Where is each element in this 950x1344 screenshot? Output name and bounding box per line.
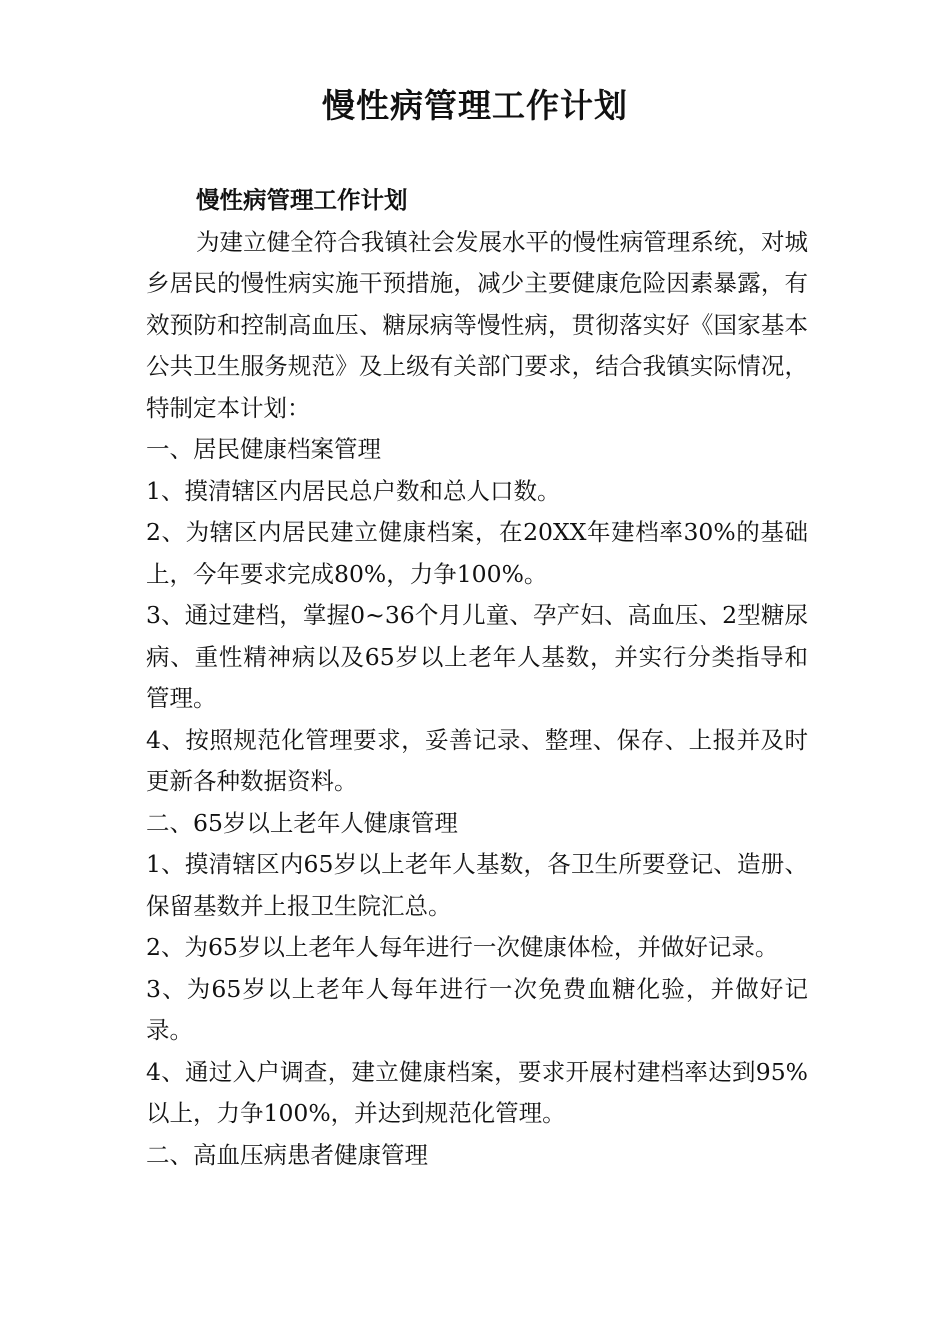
list-item: 4、按照规范化管理要求，妥善记录、整理、保存、上报并及时更新各种数据资料。 [146, 725, 808, 795]
section-heading-3: 二、高血压病患者健康管理 [146, 1140, 428, 1169]
list-item: 2、为辖区内居民建立健康档案，在20XX年建档率30%的基础上，今年要求完成80%，力争100%。 [146, 518, 808, 588]
list-item: 3、通过建档，掌握0~36个月儿童、孕产妇、高血压、2型糖尿病、重性精神病以及65岁以上老年人基数，并实行分类指导和管理。 [146, 601, 808, 712]
document-body [146, 180, 808, 1176]
section-heading-1: 一、居民健康档案管理 [146, 435, 381, 463]
section-heading-2: 二、65岁以上老年人健康管理 [146, 808, 458, 837]
list-item: 2、为65岁以上老年人每年进行一次健康体检，并做好记录。 [146, 933, 779, 961]
list-item: 1、摸清辖区内居民总户数和总人口数。 [146, 476, 561, 505]
document-title: 慢性病管理工作计划 [322, 86, 628, 125]
document-subtitle: 慢性病管理工作计划 [196, 186, 408, 214]
list-item: 1、摸清辖区内65岁以上老年人基数，各卫生所要登记、造册、保留基数并上报卫生院汇总。 [146, 850, 808, 920]
intro-paragraph: 为建立健全符合我镇社会发展水平的慢性病管理系统，对城乡居民的慢性病实施干预措施，减少主要健康危险因素暴露，有效预防和控制高血压、糖尿病等慢性病，贯彻落实好《国家基本公共卫生服务规范》及上级有关部门要求，结合我镇实际情况，特制定本计划： [146, 227, 808, 422]
list-item: 3、为65岁以上老年人每年进行一次免费血糖化验，并做好记录。 [146, 974, 808, 1044]
list-item: 4、通过入户调查，建立健康档案，要求开展村建档率达到95%以上，力争100%，并达到规范化管理。 [146, 1057, 808, 1127]
